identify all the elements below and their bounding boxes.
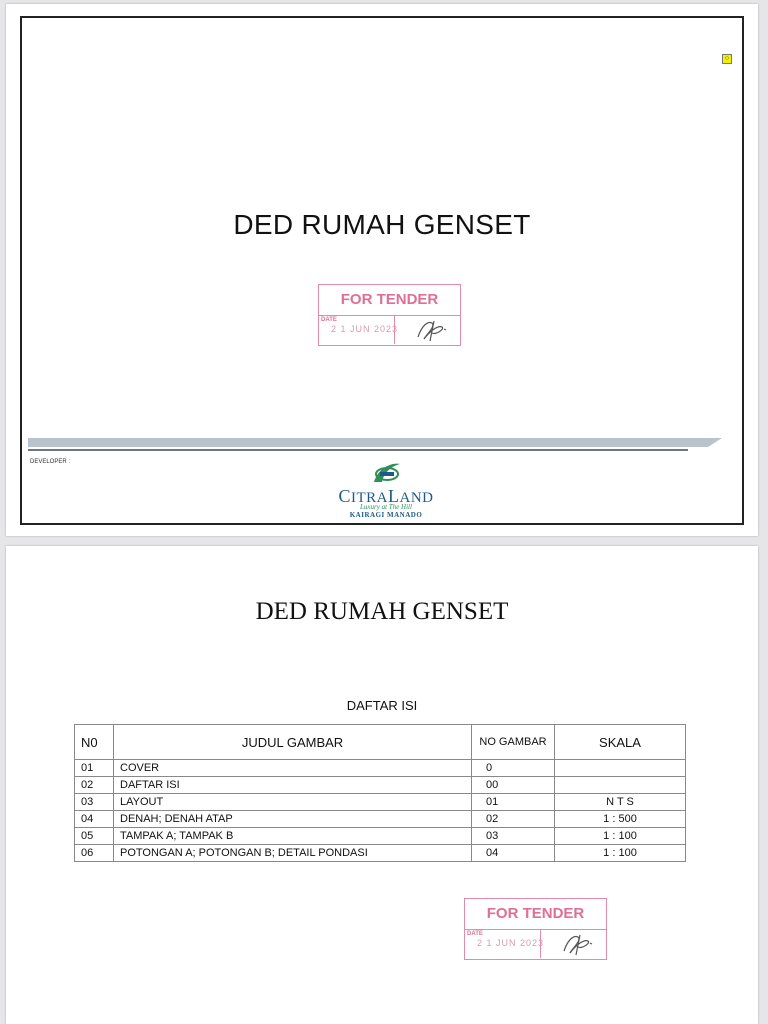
- stamp-label: FOR TENDER: [319, 285, 460, 316]
- row-scale: 1 : 100: [555, 828, 686, 845]
- toc-table: [74, 724, 686, 862]
- row-no: 01: [75, 760, 114, 777]
- row-title: DENAH; DENAH ATAP: [114, 811, 472, 828]
- row-title: LAYOUT: [114, 794, 472, 811]
- for-tender-stamp: [464, 898, 607, 960]
- logo-tagline: Luxury at The Hill: [360, 503, 412, 511]
- header-scale: SKALA: [555, 725, 686, 760]
- logo-location: KAIRAGI MANADO: [349, 511, 423, 519]
- row-no: 02: [75, 777, 114, 794]
- row-number: 01: [472, 794, 555, 811]
- row-no: 04: [75, 811, 114, 828]
- header-number: NO GAMBAR: [472, 725, 555, 760]
- row-scale: N T S: [555, 794, 686, 811]
- row-number: 0: [472, 760, 555, 777]
- row-scale: [555, 777, 686, 794]
- row-number: 02: [472, 811, 555, 828]
- row-title: DAFTAR ISI: [114, 777, 472, 794]
- row-title: TAMPAK A; TAMPAK B: [114, 828, 472, 845]
- row-scale: 1 : 100: [555, 845, 686, 862]
- decorative-stripe: [28, 438, 722, 458]
- row-scale: [555, 760, 686, 777]
- table-row: [75, 760, 686, 777]
- header-title: JUDUL GAMBAR: [114, 725, 472, 760]
- signature-icon: [558, 931, 598, 957]
- cover-page: [6, 4, 758, 536]
- developer-label: DEVELOPER :: [30, 459, 71, 465]
- row-no: 05: [75, 828, 114, 845]
- citraland-leaf-icon: [370, 460, 404, 486]
- row-title: COVER: [114, 760, 472, 777]
- stamp-label: FOR TENDER: [465, 899, 606, 930]
- table-row: [75, 828, 686, 845]
- signature-icon: [412, 317, 452, 343]
- table-row: [75, 811, 686, 828]
- row-no: 06: [75, 845, 114, 862]
- header-no: N0: [75, 725, 114, 760]
- stamp-date-label: DATE: [467, 931, 483, 937]
- index-page: [6, 546, 758, 1024]
- row-number: 04: [472, 845, 555, 862]
- toc-header-row: [75, 725, 686, 760]
- comment-note-icon[interactable]: ○: [722, 54, 732, 64]
- stamp-date: 2 1 JUN 2023: [331, 324, 399, 334]
- table-row: [75, 845, 686, 862]
- citraland-logo: [326, 458, 446, 520]
- row-title: POTONGAN A; POTONGAN B; DETAIL PONDASI: [114, 845, 472, 862]
- stamp-date: 2 1 JUN 2023: [477, 938, 545, 948]
- row-number: 03: [472, 828, 555, 845]
- for-tender-stamp: [318, 284, 461, 346]
- row-scale: 1 : 500: [555, 811, 686, 828]
- row-no: 03: [75, 794, 114, 811]
- stamp-date-label: DATE: [321, 317, 337, 323]
- table-row: [75, 794, 686, 811]
- cover-title: DED RUMAH GENSET: [233, 209, 531, 240]
- logo-name: CITRALAND: [338, 486, 434, 506]
- row-number: 00: [472, 777, 555, 794]
- index-title: DED RUMAH GENSET: [255, 598, 509, 625]
- table-row: [75, 777, 686, 794]
- toc-title: DAFTAR ISI: [346, 698, 418, 713]
